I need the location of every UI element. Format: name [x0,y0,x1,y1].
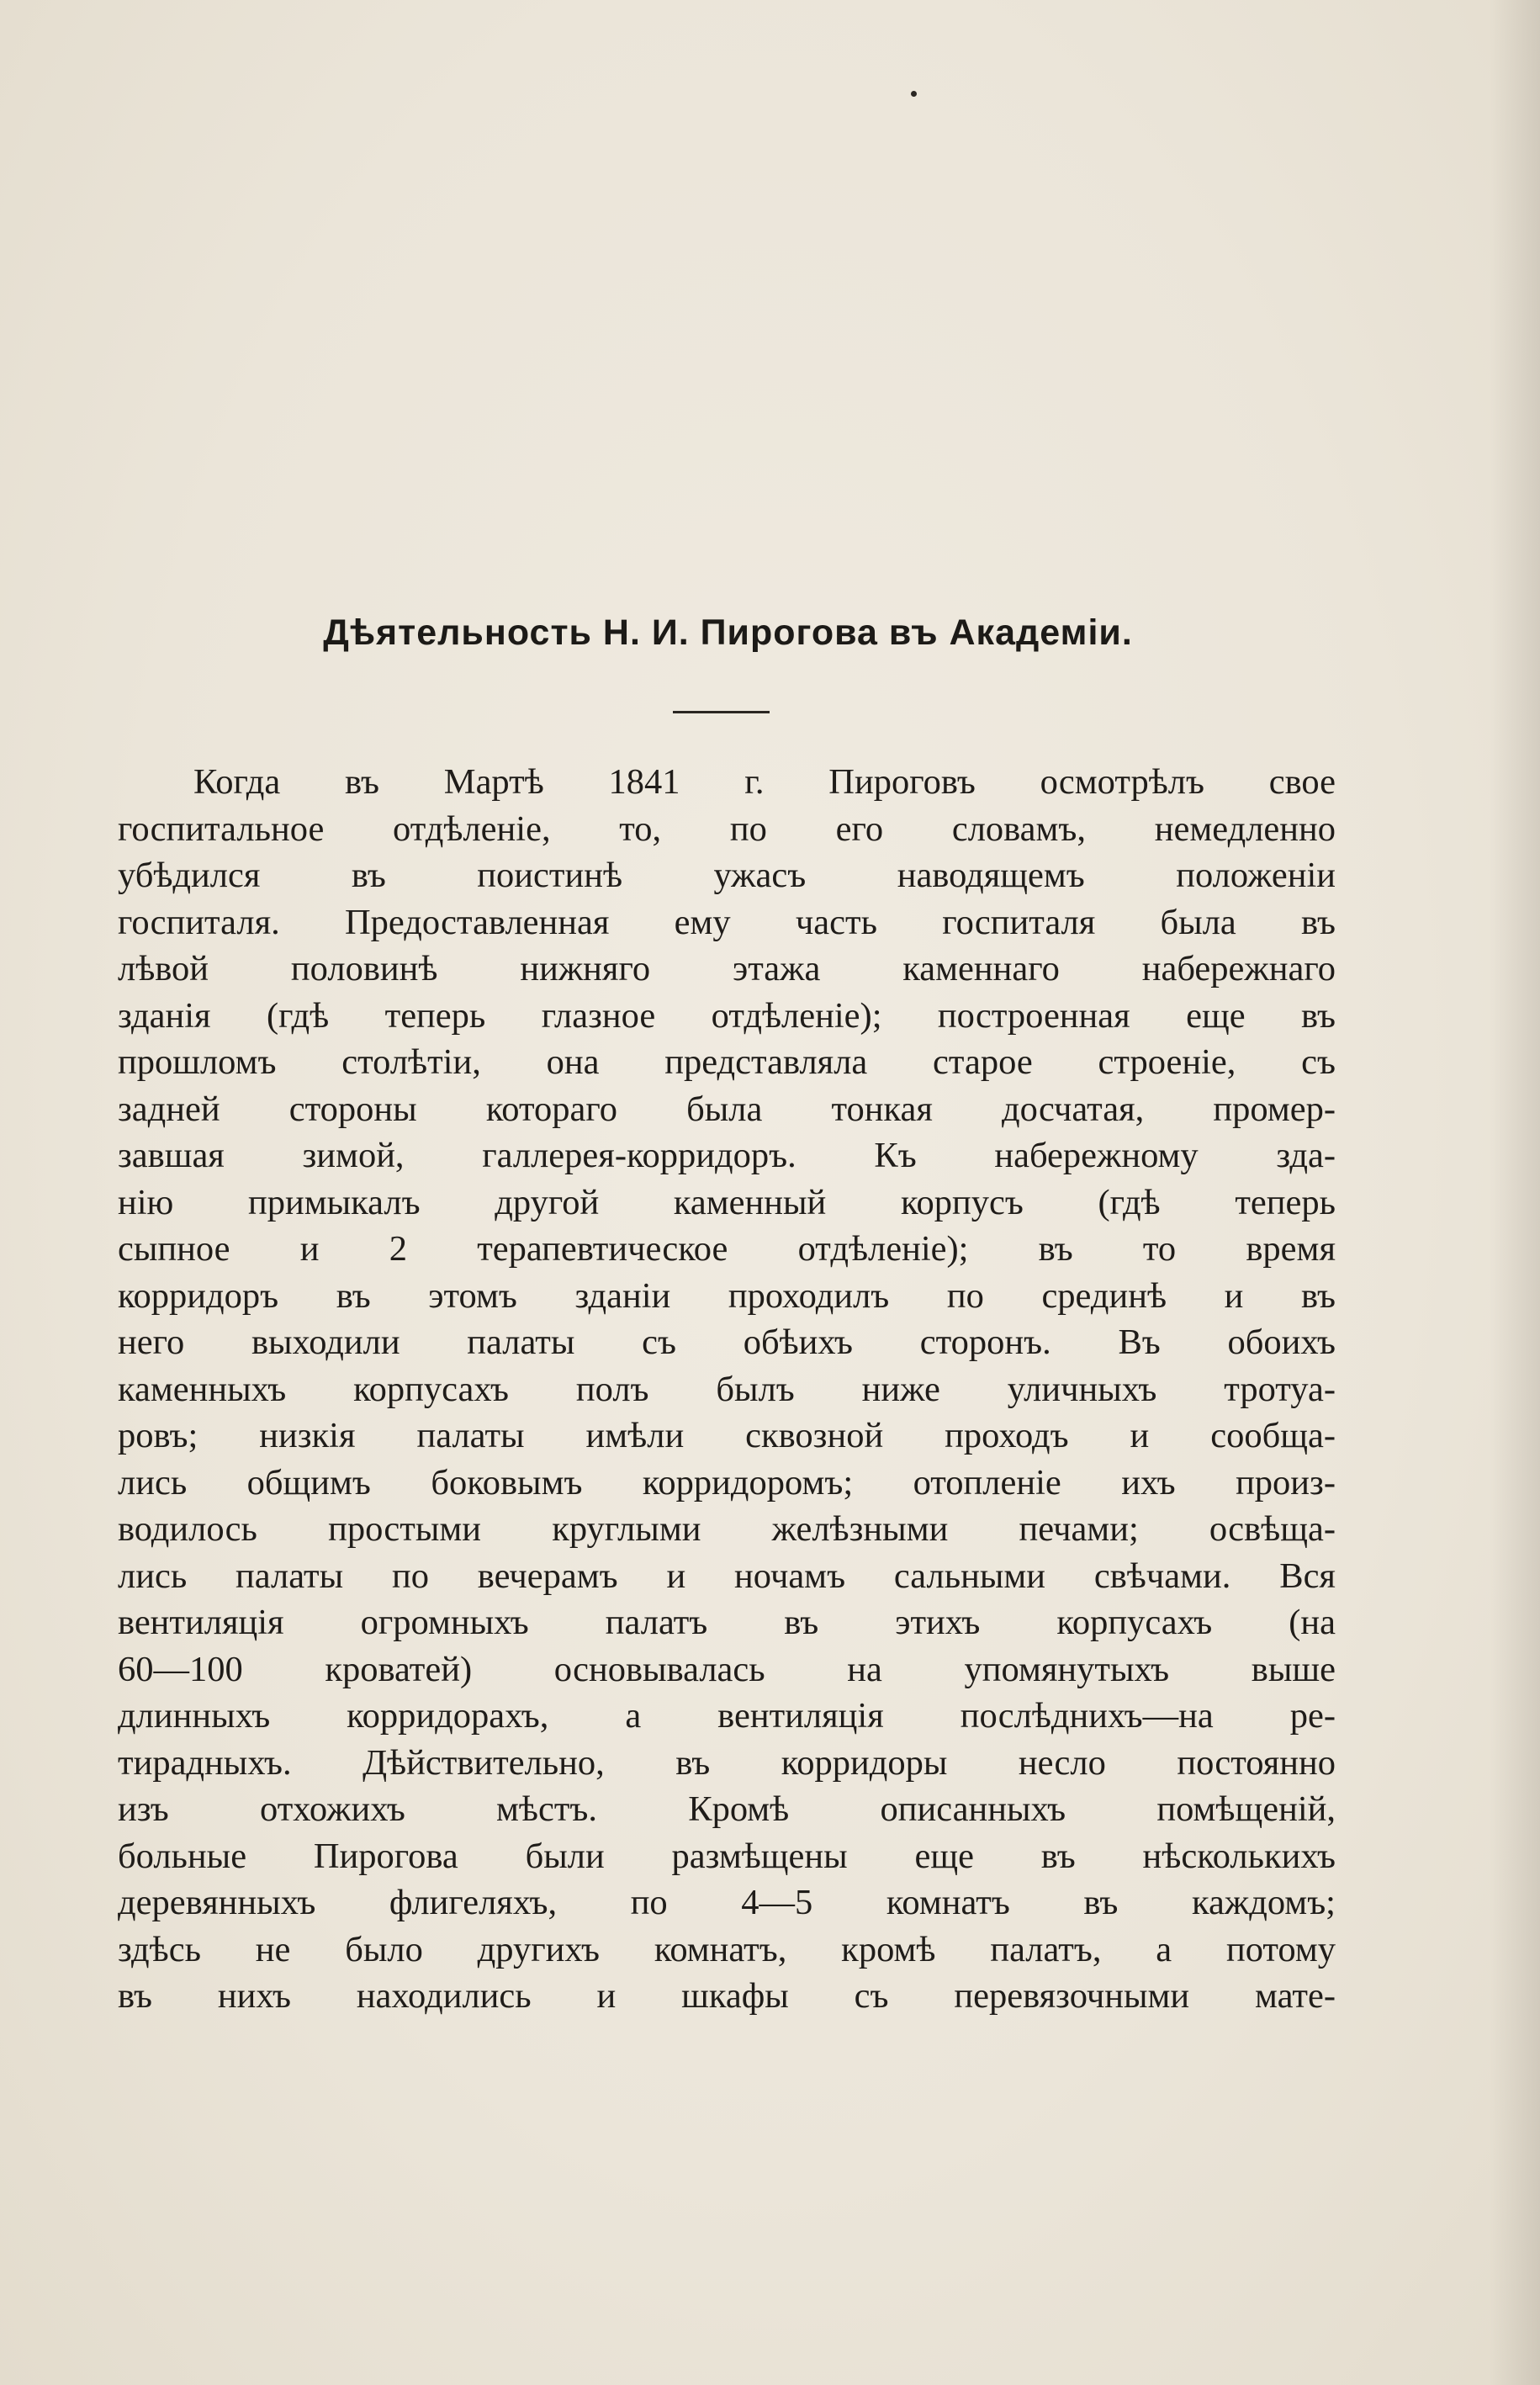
text-line: убѣдился въ поистинѣ ужасъ наводящемъ положеніи [118,856,1336,895]
text-line: прошломъ столѣтіи, она представляла старое строеніе, съ [118,1042,1336,1082]
text-line: вентиляція огромныхъ палатъ въ этихъ корпусахъ (на [118,1603,1336,1642]
page-edge-shadow [1490,0,1540,2385]
text-line: завшая зимой, галлерея-корридоръ. Къ набережному зда- [118,1136,1336,1175]
text-line: него выходили палаты съ обѣихъ сторонъ. Въ обоихъ [118,1322,1336,1362]
body-paragraph [118,759,1336,2020]
text-line: задней стороны котораго была тонкая досчатая, промер- [118,1089,1336,1129]
text-line: ровъ; низкія палаты имѣли сквозной проходъ и сообща- [118,1416,1336,1455]
title-divider [673,711,770,713]
text-line: деревянныхъ флигеляхъ, по 4—5 комнатъ въ каждомъ; [118,1883,1336,1922]
chapter-title: Дѣятельность Н. И. Пирогова въ Академіи. [323,612,1133,653]
text-line: изъ отхожихъ мѣстъ. Кромѣ описанныхъ помѣщеній, [118,1789,1336,1829]
text-line: Когда въ Мартѣ 1841 г. Пироговъ осмотрѣлъ свое [193,762,1336,802]
text-line: зданія (гдѣ теперь глазное отдѣленіе); построенная еще въ [118,995,1336,1036]
text-line: водилось простыми круглыми желѣзными печами; освѣща- [118,1509,1336,1549]
text-line: сыпное и 2 терапевтическое отдѣленіе); въ то время [118,1229,1336,1269]
text-line: 60—100 кроватей) основывалась на упомянутыхъ выше [118,1649,1336,1689]
text-line: тирадныхъ. Дѣйствительно, въ корридоры несло постоянно [118,1742,1336,1783]
text-line: лись общимъ боковымъ корридоромъ; отопленіе ихъ произ- [118,1462,1336,1503]
text-line: здѣсь не было другихъ комнатъ, кромѣ палатъ, а потому [118,1929,1336,1969]
text-line: длинныхъ корридорахъ, а вентиляція послѣднихъ—на ре- [118,1696,1336,1736]
ink-speck [911,91,917,97]
text-line: лѣвой половинѣ нижняго этажа каменнаго набережнаго [118,949,1336,988]
text-line: лись палаты по вечерамъ и ночамъ сальными свѣчами. Вся [118,1556,1336,1596]
text-line: корридоръ въ этомъ зданіи проходилъ по срединѣ и въ [118,1275,1336,1316]
text-line: нію примыкалъ другой каменный корпусъ (гдѣ теперь [118,1182,1336,1222]
text-line: въ нихъ находились и шкафы съ перевязочными мате- [118,1976,1336,2016]
text-line: госпиталя. Предоставленная ему часть госпиталя была въ [118,902,1336,942]
text-line: каменныхъ корпусахъ полъ былъ ниже уличныхъ тротуа- [118,1369,1336,1409]
text-line: госпитальное отдѣленіе, то, по его словамъ, немедленно [118,808,1336,849]
text-line: больные Пирогова были размѣщены еще въ нѣсколькихъ [118,1836,1336,1876]
